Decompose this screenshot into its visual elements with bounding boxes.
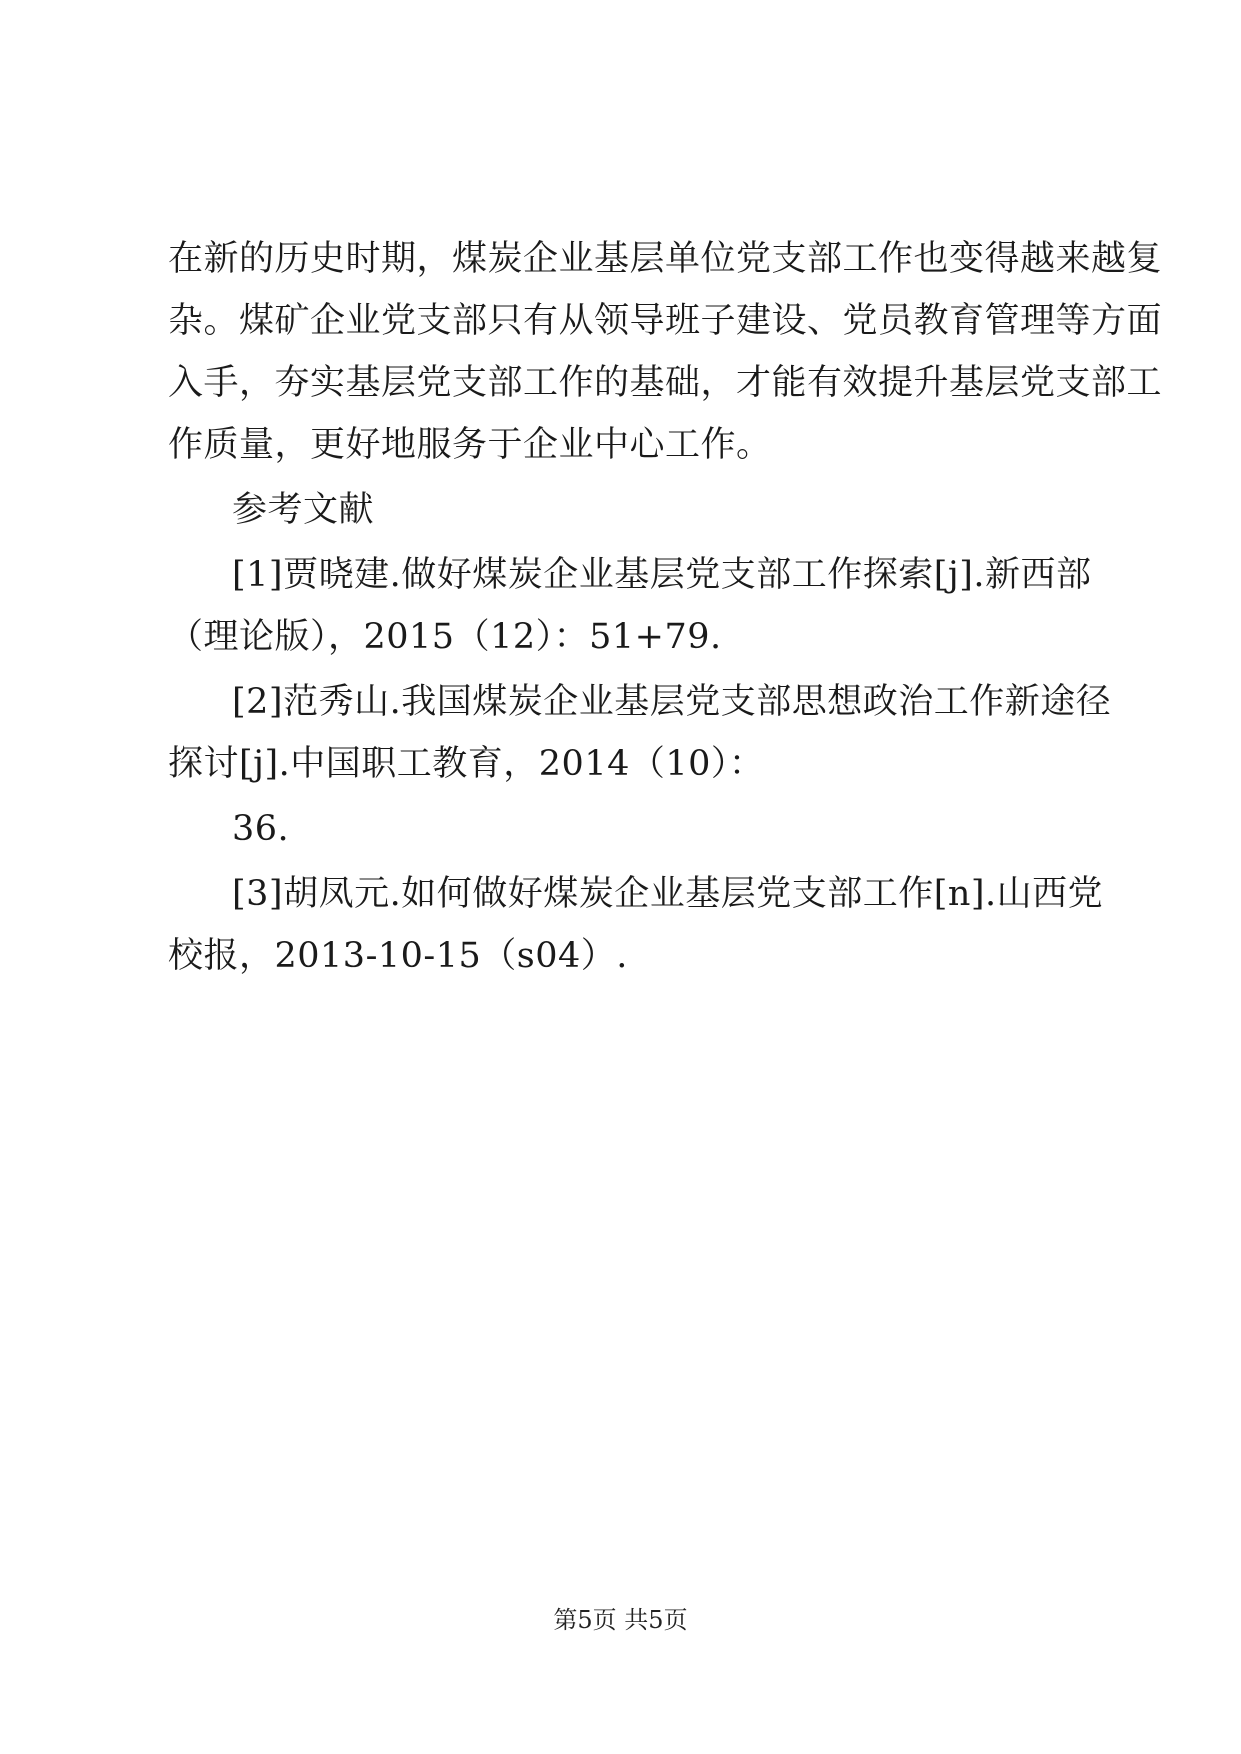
- text-line: 探讨[j].中国职工教育，2014（10）：: [168, 744, 765, 784]
- text-line: （理论版），2015（12）：51+79.: [168, 617, 722, 657]
- text-line: [1]贾晓建.做好煤炭企业基层党支部工作探索[j].新西部: [232, 555, 1092, 595]
- text-line: 入手，夯实基层党支部工作的基础，才能有效提升基层党支部工: [168, 363, 1163, 403]
- reference-3: [168, 863, 1104, 987]
- references-heading: 参考文献: [232, 490, 375, 530]
- reference-1: [168, 544, 1092, 668]
- page-number-footer: 第5页 共5页: [553, 1606, 688, 1634]
- text-line: 在新的历史时期，煤炭企业基层单位党支部工作也变得越来越复: [168, 239, 1163, 279]
- reference-2: [168, 671, 1112, 860]
- text-line: [2]范秀山.我国煤炭企业基层党支部思想政治工作新途径: [232, 682, 1112, 722]
- text-line: 校报，2013-10-15（s04）.: [168, 936, 628, 976]
- document-body: [168, 228, 1163, 987]
- text-line: [3]胡凤元.如何做好煤炭企业基层党支部工作[n].山西党: [232, 874, 1104, 914]
- text-line: 杂。煤矿企业党支部只有从领导班子建设、党员教育管理等方面: [168, 301, 1163, 341]
- text-line: 36.: [232, 809, 290, 849]
- text-line: 作质量，更好地服务于企业中心工作。: [168, 425, 772, 465]
- paragraph-conclusion: [168, 228, 1163, 476]
